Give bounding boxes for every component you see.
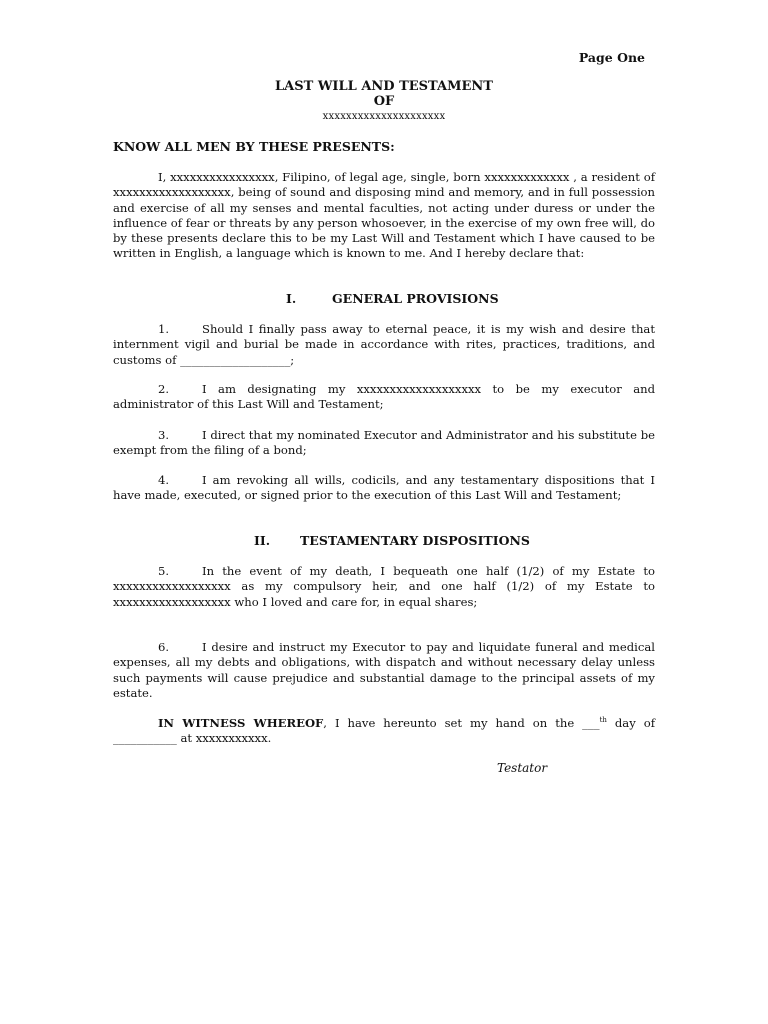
page-number: Page One [578,50,645,65]
item-number: 5. [158,564,170,578]
item-number: 3. [158,428,170,442]
section-numeral: II. [254,533,271,548]
document-title: LAST WILL AND TESTAMENT [275,79,493,94]
witness-text-end: day of ___________ at xxxxxxxxxxx. [113,716,656,746]
item-text: I desire and instruct my Executor to pay and liquidate funeral and medical expenses, all my debts and obligations, with dispatch and without necessary delay unless such payments will cause prejudice and substantial damage to the principal assets of my estate. [113,640,655,700]
item-text: I am designating my xxxxxxxxxxxxxxxxxxx to be my executor and administrator of this Last Will and Testament; [113,382,655,412]
item-number: 4. [158,473,170,487]
item-text: In the event of my death, I bequeath one half (1/2) of my Estate to xxxxxxxxxxxxxxxxxx as my compulsory heir, and one half (1/2) of my Estate to xxxxxxxxxxxxxxxxxx who I loved and care for, in equal shares; [113,564,655,609]
section-numeral: I. [286,291,297,306]
provision-item [113,428,655,459]
provision-item [113,322,655,368]
disposition-item [113,564,655,610]
witness-clause [113,716,655,747]
intro-text: I, xxxxxxxxxxxxxxxx, Filipino, of legal age, single, born xxxxxxxxxxxxx , a resident of xxxxxxxxxxxxxxxxxx, being of sound and disposing mind and memory, and in full possession and exercise of all my senses and mental faculties, not acting under duress or under the influence of fear or threats by any person whosoever, in the exercise of my own free will, do by these presents declare this to be my Last Will and Testament which I have caused to be written in English, a language which is known to me. And I hereby declare that: [113,170,655,261]
section-title: GENERAL PROVISIONS [332,291,499,306]
item-number: 2. [158,382,170,396]
section-title: TESTAMENTARY DISPOSITIONS [300,533,530,548]
intro-paragraph [113,170,655,262]
item-number: 6. [158,640,170,654]
item-text: Should I finally pass away to eternal peace, it is my wish and desire that internment vigil and burial be made in accordance with rites, practices, traditions, and customs of ___________________; [113,322,655,367]
item-text: I direct that my nominated Executor and Administrator and his substitute be exempt from the filing of a bond; [113,428,655,458]
testator-name-placeholder: xxxxxxxxxxxxxxxxxxxxx [322,111,446,122]
witness-lead: IN WITNESS WHEREOF [158,716,324,730]
provision-item [113,382,655,413]
item-text: I am revoking all wills, codicils, and any testamentary dispositions that I have made, executed, or signed prior to the execution of this Last Will and Testament; [113,473,655,503]
disposition-item [113,640,655,701]
item-number: 1. [158,322,170,336]
day-suffix: th [599,716,607,724]
provision-item [113,473,655,504]
witness-text: , I have hereunto set my hand on the ___ [323,716,600,730]
testator-signature-label: Testator [497,761,548,775]
document-title-of: OF [373,94,395,109]
intro-heading: KNOW ALL MEN BY THESE PRESENTS: [113,139,395,154]
